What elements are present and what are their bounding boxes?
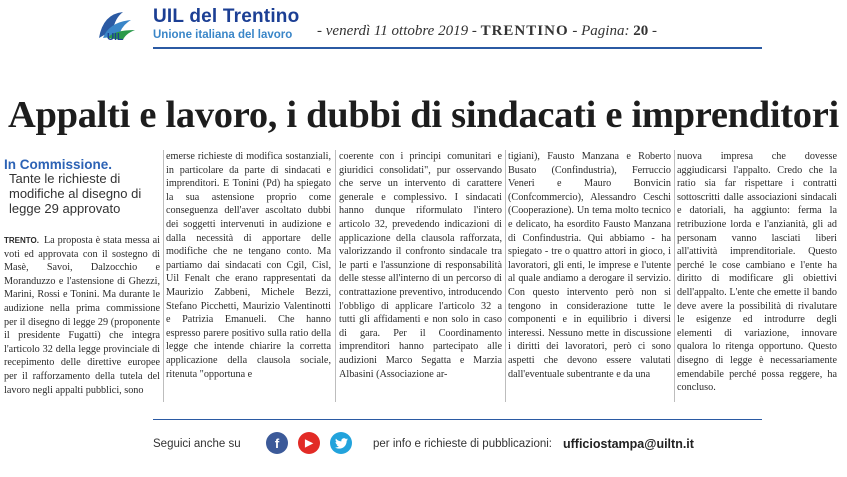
article-column-5: nuova impresa che dovesse aggiudicarsi l'appalto. Credo che la ratio sia far rispettare i contratti sottoscritti dalle associazioni sindacali e datoriali, ha aggiunto: ferma la retribuzione lorda e l'anzianità, gli ad personam vanno lasciati liberi all'attività imprenditoriale. Questo perché le cose cambiano e l'ente ha diritto di modificare gli obiettivi dell'appalto. L'ente che emette il bando deve avere la possibilità di rivalutare le esigenze ed introdurre degli elementi di variazione, innovare qualora lo ritenga opportuno. Questo disegno di legge è necessariamente emendabile perché possa reggere, ha concluso.: [677, 151, 837, 394]
twitter-icon[interactable]: [330, 432, 352, 454]
column-divider: [163, 150, 164, 402]
issue-date: venerdì 11 ottobre 2019: [325, 23, 469, 39]
info-label: per info e richieste di pubblicazioni:: [373, 438, 552, 450]
column-divider: [674, 150, 675, 402]
youtube-icon[interactable]: ▶: [298, 432, 320, 454]
page-label: Pagina:: [581, 23, 630, 39]
header-divider: [153, 47, 762, 49]
uil-logo: [93, 8, 137, 44]
dateline: TRENTO.: [4, 236, 39, 245]
page-number: 20: [633, 23, 649, 39]
masthead: - venerdì 11 ottobre 2019 - TRENTINO - Pagina: 20 -: [317, 23, 657, 39]
article-deck: Tante le richieste di modifiche al disegno di legge 29 approvato: [9, 171, 142, 216]
article-kicker: In Commissione.: [4, 157, 113, 172]
footer-divider: [153, 419, 762, 420]
column-1-text: La proposta è stata messa ai voti ed approvata con il sostegno di Masè, Savoi, Dalzocchio e Moranduzzo e l'astensione di Ghezzi, Marini, Rossi e Tonini. Ma durante le audizione nella prima commissione per il disegno di legge 29 (proponente il presidente Fugatti) che integra l'articolo 32 della legge provinciale di recepimento delle direttive europee per il rafforzamento della tutela del lavoro negli appalti pubblici, sono: [4, 235, 160, 396]
brand-subtitle: Unione italiana del lavoro: [153, 29, 293, 41]
section-name: TRENTINO: [480, 23, 569, 39]
follow-label: Seguici anche su: [153, 438, 241, 450]
article-column-1: [4, 234, 160, 414]
brand-title: UIL del Trentino: [153, 6, 300, 27]
article-column-4: tigiani), Fausto Manzana e Roberto Busato (Confindustria), Ferruccio Veneri e Mauro Bonvicin (Confcommercio), Alessandro Ceschi (Cooperazione). Un tema molto tecnico e delicato, ha esordito Fausto Manzana di Confindustria. Qui abbiamo - ha spiegato - tre o quattro attori in gioco, i lavoratori, gli enti, le imprese e l'utente al quale andiamo a derogare il servizio. Con questo intervento però non si tengono in considerazione tutte le componenti e in equilibrio i diversi interessi. Nessuno mette in discussione i diritti dei lavoratori, però ci sono aspetti che devono essere valutati dall'eventuale subentrante e da una: [508, 151, 671, 380]
article-column-3: coerente con i principi comunitari e giuridici consolidati", pur osservando che serve un intervento di carattere generale e complessivo. I sindacati hanno dunque riformulato l'intero articolo 32, prevedendo indicazioni di applicazione della clausola rafforzata, valorizzando il confronto sindacale tra le parti e l'assunzione di responsabilità delle stesse all'interno di un percorso di contrattazione preventivo, introducendo l'obbligo di applicare l'articolo 32 a tutti gli affidamenti e non solo in caso di gara. Per il Coordinamento imprenditori hanno partecipato alle audizioni Marco Segatta e Marzia Albasini (Associazione ar-: [339, 151, 502, 380]
article-headline: Appalti e lavoro, i dubbi di sindacati e imprenditori: [8, 94, 839, 136]
column-divider: [505, 150, 506, 402]
facebook-icon[interactable]: f: [266, 432, 288, 454]
contact-email-link[interactable]: ufficiostampa@uiltn.it: [563, 437, 694, 451]
twitter-bird-icon: [335, 438, 348, 449]
column-divider: [335, 150, 336, 402]
page-header: [0, 0, 847, 52]
logo-text: UIL: [106, 32, 124, 43]
article-column-2: emerse richieste di modifica sostanziali, in particolare da parte di sindacati e imprenditori. E Tonini (Pd) ha spiegato la sua astensione proprio come conseguenza dell'aver ascoltato dubbi dei soggetti intervenuti in audizione e dalla necessità di apportare delle modifiche che ne tengano conto. Ma partiamo dai sindacati con Cgil, Cisl, Uil Fenalt che erano rappresentati da Maurizio Zabbeni, Michele Bezzi, Stefano Picchetti, Maurizio Valentinotti e Patrizia Emanueli. Che hanno espresso parere positivo sulla ratio della legge che intende chiarire la corretta applicazione della clausola sociale, ritenuta "opportuna e: [166, 151, 331, 380]
